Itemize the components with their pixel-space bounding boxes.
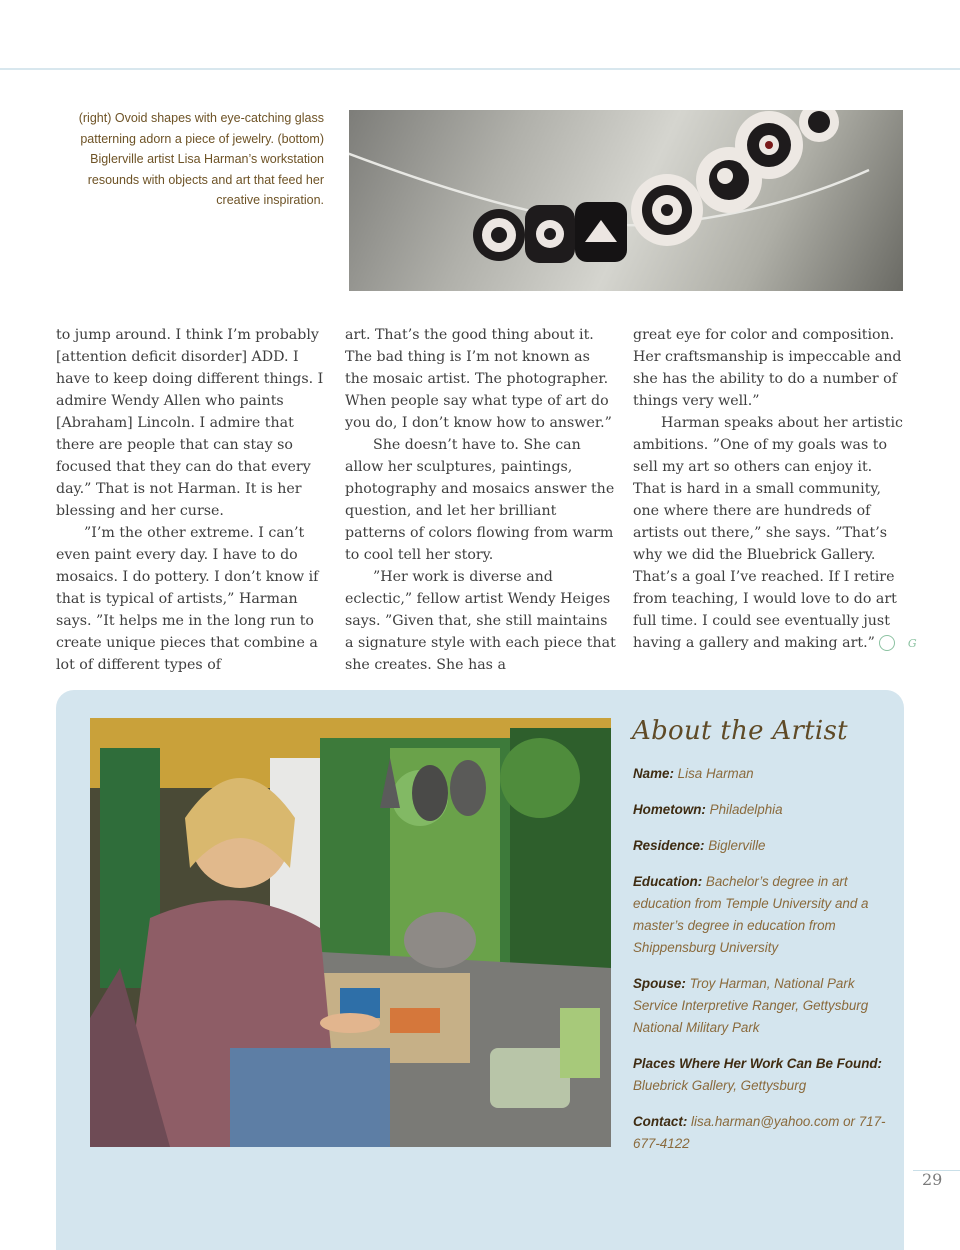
paragraph: ”I’m the other extreme. I can’t even paint every day. I have to do mosaics. I do pottery. I don’t know if that is typical of artists,” Harman says. ”It helps me in the long run to create unique pieces that combine a lot of different types of bbox=[56, 525, 319, 673]
paragraph: art. That’s the good thing about it. The bad thing is I’m not known as the mosaic artist. The photographer. When people say what type of art do you do, I don’t know how to answer.” bbox=[345, 327, 612, 431]
info-value: Lisa Harman bbox=[677, 766, 754, 781]
info-contact bbox=[633, 1111, 898, 1155]
info-label: Education: bbox=[633, 874, 703, 889]
info-value: Troy Harman, National Park Service Interpretive Ranger, Gettysburg National Military Park bbox=[633, 976, 869, 1035]
page-number: 29 bbox=[922, 1170, 943, 1189]
info-label: Contact: bbox=[633, 1114, 688, 1129]
article-column-2 bbox=[345, 324, 617, 676]
info-label: Places Where Her Work Can Be Found: bbox=[633, 1056, 883, 1071]
info-label: Hometown: bbox=[633, 802, 706, 817]
paragraph: ”Her work is diverse and eclectic,” fellow artist Wendy Heiges says. ”Given that, she still maintains a signature style with each piece that she creates. She has a bbox=[345, 569, 616, 673]
info-value: Philadelphia bbox=[709, 802, 783, 817]
top-rule bbox=[0, 68, 960, 70]
info-label: Residence: bbox=[633, 838, 705, 853]
bead bbox=[575, 202, 627, 262]
info-label: Spouse: bbox=[633, 976, 686, 991]
info-value: lisa.harman@yahoo.com or 717-677-4122 bbox=[633, 1114, 886, 1151]
about-artist-title: About the Artist bbox=[632, 716, 848, 746]
bead bbox=[631, 174, 703, 246]
paragraph-text: Harman speaks about her artistic ambitions. ”One of my goals was to sell my art so others can enjoy it. That is hard in a small community, one where there are hundreds of artists out there,” she says. ”That’s why we did the Bluebrick Gallery. That’s a goal I’ve reached. If I retire from teaching, I would love to do art full time. I could see eventually just having a gallery and making art.” bbox=[633, 415, 903, 651]
bead bbox=[735, 111, 803, 179]
photo-caption: (right) Ovoid shapes with eye-catching glass patterning adorn a piece of jewelry. (bottom) Biglerville artist Lisa Harman’s workstation resounds with objects and art that feed her creative inspiration. bbox=[78, 111, 324, 207]
info-value: Biglerville bbox=[708, 838, 766, 853]
bead bbox=[473, 209, 525, 261]
bead bbox=[525, 205, 575, 263]
info-education bbox=[633, 871, 898, 959]
info-spouse bbox=[633, 973, 898, 1039]
info-hometown bbox=[633, 799, 898, 821]
beads-jewelry-photo bbox=[349, 110, 903, 291]
bead bbox=[799, 110, 839, 142]
paragraph: great eye for color and composition. Her craftsmanship is impeccable and she has the ability to do a number of things very well.” bbox=[633, 327, 902, 409]
article-column-1 bbox=[56, 324, 328, 676]
info-name bbox=[633, 763, 898, 785]
artist-workstation-photo bbox=[90, 718, 611, 1147]
paragraph bbox=[633, 412, 917, 654]
info-value: Bluebrick Gallery, Gettysburg bbox=[633, 1078, 807, 1093]
paragraph: She doesn’t have to. She can allow her sculptures, paintings, photography and mosaics answer the question, and let her brilliant patterns of colors flowing from warm to cool tell her story. bbox=[345, 437, 615, 563]
info-places bbox=[633, 1053, 898, 1097]
paragraph: to jump around. I think I’m probably [attention deficit disorder] ADD. I have to keep doing different things. I admire Wendy Allen who paints [Abraham] Lincoln. I admire that there are people that can stay so focused that they can do that every day.” That is not Harman. It is her blessing and her curse. bbox=[56, 327, 324, 519]
info-label: Name: bbox=[633, 766, 674, 781]
end-of-story-icon: G bbox=[879, 635, 895, 651]
info-residence bbox=[633, 835, 898, 857]
article-column-3 bbox=[633, 324, 917, 654]
info-value: Bachelor’s degree in art education from Temple University and a master’s degree in education from Shippensburg University bbox=[633, 874, 869, 955]
